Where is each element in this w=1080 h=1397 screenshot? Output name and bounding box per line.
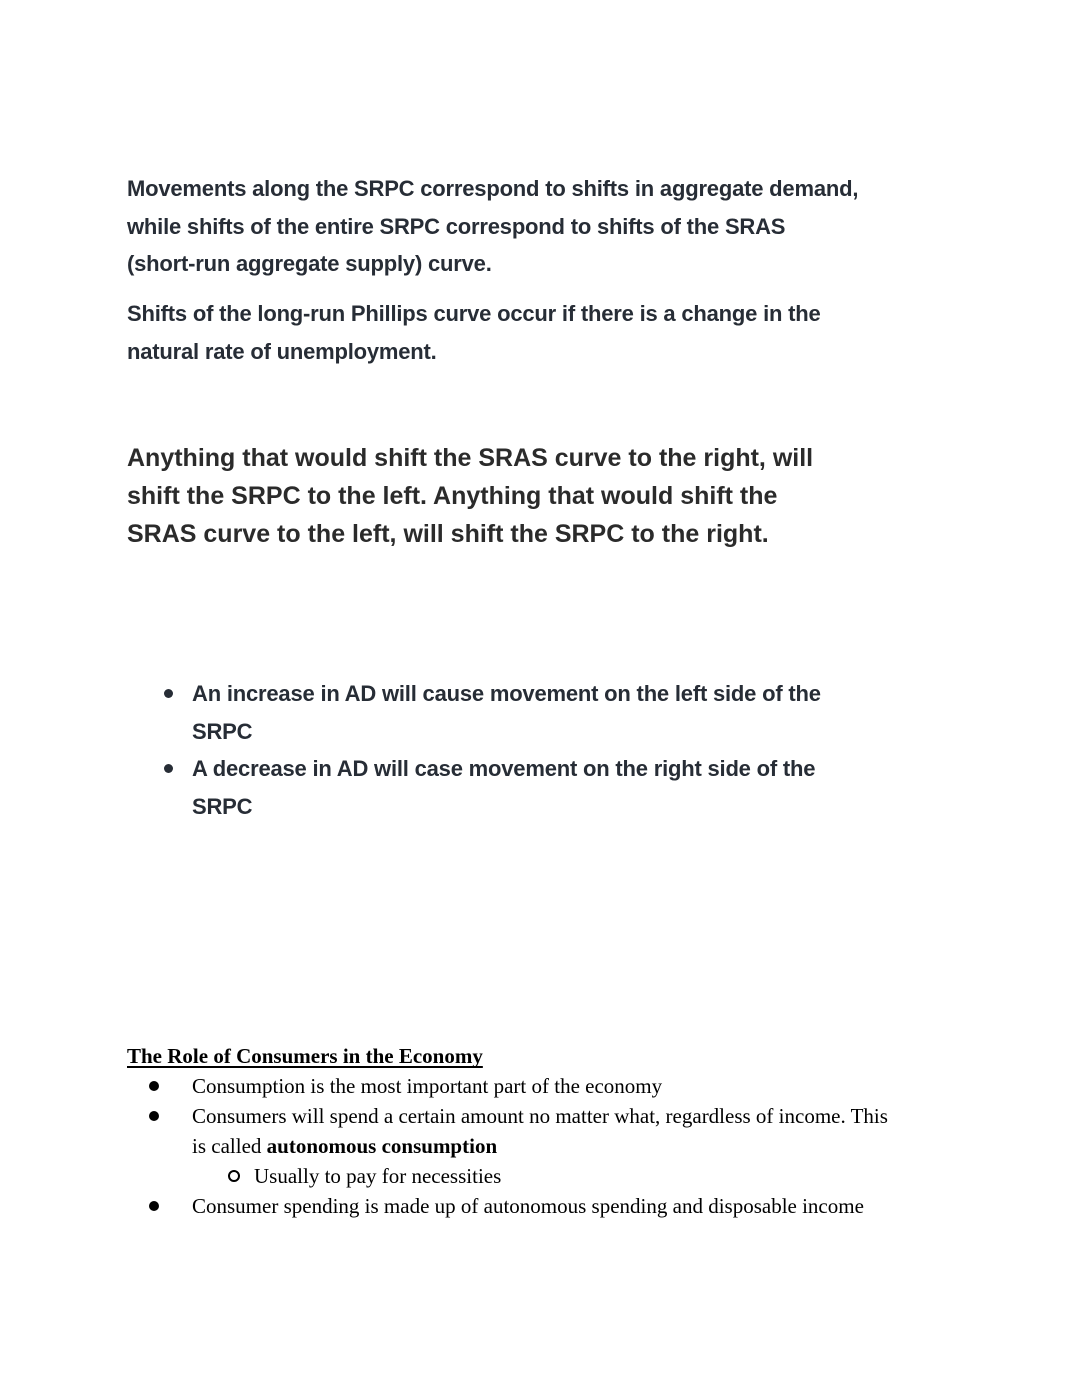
list-item-text: is called	[192, 1134, 267, 1158]
list-item-line: Usually to pay for necessities	[254, 1164, 502, 1188]
paragraph-line: Anything that would shift the SRAS curve to the right, will	[127, 444, 814, 472]
list-item-line: SRPC	[192, 793, 253, 819]
list-item	[127, 750, 821, 825]
list-item	[127, 675, 821, 750]
list-item	[127, 1101, 888, 1161]
filled-bullet-icon	[164, 689, 173, 698]
emphasis-paragraph	[127, 439, 813, 553]
intro-paragraph-1	[127, 170, 858, 283]
paragraph-line: (short-run aggregate supply) curve.	[127, 251, 492, 276]
paragraph-line: SRAS curve to the left, will shift the SRPC to the right.	[127, 520, 769, 548]
list-item-line: Consumption is the most important part of the economy	[192, 1074, 663, 1098]
list-item-line: A decrease in AD will case movement on the right side of the	[192, 756, 816, 781]
list-item-line: An increase in AD will cause movement on the left side of the	[192, 681, 821, 706]
bold-term: autonomous consumption	[266, 1134, 498, 1158]
section-heading: The Role of Consumers in the Economy	[127, 1044, 483, 1068]
paragraph-line: shift the SRPC to the left. Anything that would shift the	[127, 482, 778, 510]
list-item-line	[192, 1131, 888, 1161]
consumers-section	[127, 1041, 888, 1221]
list-item-line: Consumers will spend a certain amount no matter what, regardless of income. This	[192, 1104, 888, 1128]
list-item	[127, 1191, 888, 1221]
intro-paragraph-2	[127, 295, 821, 370]
paragraph-line: Shifts of the long-run Phillips curve occur if there is a change in the	[127, 301, 821, 326]
paragraph-line: natural rate of unemployment.	[127, 338, 437, 364]
list-item-line: Consumer spending is made up of autonomous spending and disposable income	[192, 1194, 864, 1218]
sub-list-item	[127, 1161, 888, 1191]
paragraph-line: Movements along the SRPC correspond to shifts in aggregate demand,	[127, 176, 859, 201]
paragraph-line: while shifts of the entire SRPC correspond to shifts of the SRAS	[127, 213, 786, 239]
list-item	[127, 1071, 888, 1101]
filled-bullet-icon	[164, 764, 173, 773]
filled-bullet-icon	[149, 1111, 159, 1121]
list-item-line: SRPC	[192, 718, 253, 744]
hollow-bullet-icon	[228, 1170, 240, 1182]
ad-bullet-list	[127, 675, 821, 825]
filled-bullet-icon	[149, 1081, 159, 1091]
filled-bullet-icon	[149, 1201, 159, 1211]
